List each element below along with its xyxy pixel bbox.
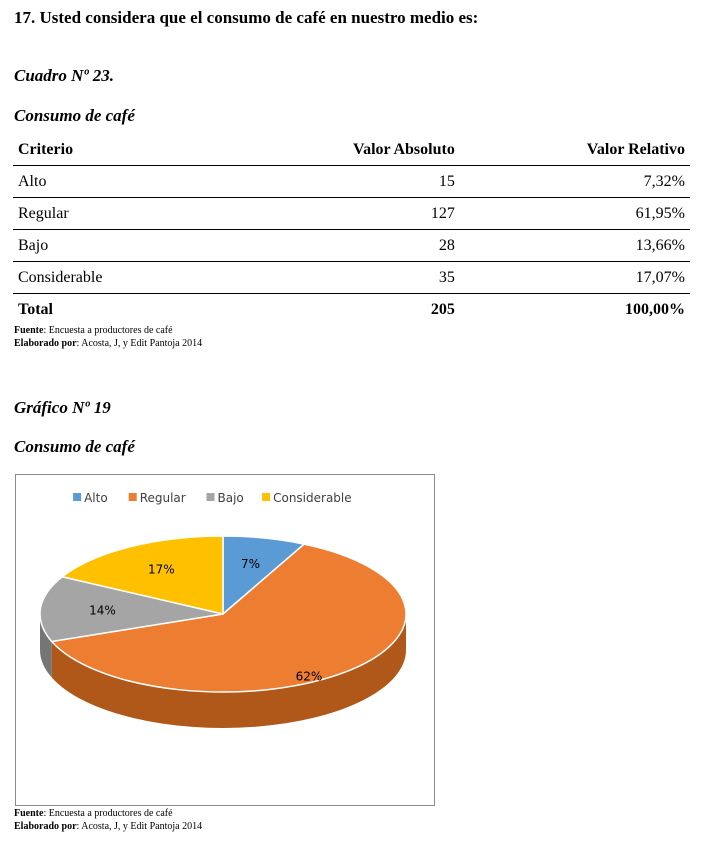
legend-swatch-considerable xyxy=(262,493,270,501)
pie-label-alto: 7% xyxy=(240,556,261,571)
legend-swatch-regular xyxy=(129,493,137,501)
cell-criterio: Considerable xyxy=(13,262,284,294)
source-label: Fuente xyxy=(14,808,44,819)
table-elaborated-note xyxy=(14,338,202,349)
table-total-row xyxy=(13,294,690,326)
cell-absoluto: 35 xyxy=(284,262,460,294)
table-source-note xyxy=(14,325,173,336)
elaborated-label: Elaborado por xyxy=(14,338,77,349)
cell-relativo: 13,66% xyxy=(460,230,690,262)
source-text: : Encuesta a productores de café xyxy=(43,325,173,336)
table-row xyxy=(13,262,690,294)
cell-relativo: 17,07% xyxy=(460,262,690,294)
elaborated-text: : Acosta, J, y Edit Pantoja 2014 xyxy=(76,338,203,349)
source-label: Fuente xyxy=(14,325,44,336)
total-absoluto: 205 xyxy=(284,294,460,326)
table-row xyxy=(13,166,690,198)
header-criterio: Criterio xyxy=(13,134,284,166)
pie-label-bajo: 14% xyxy=(89,603,116,618)
cell-criterio: Bajo xyxy=(13,230,284,262)
cell-relativo: 61,95% xyxy=(460,198,690,230)
legend-label-regular: Regular xyxy=(139,491,186,505)
elaborated-text: : Acosta, J, y Edit Pantoja 2014 xyxy=(76,821,203,832)
elaborated-label: Elaborado por xyxy=(14,821,77,832)
total-criterio: Total xyxy=(13,294,284,326)
chart-source-note xyxy=(14,808,173,819)
pie-label-considerable: 17% xyxy=(147,562,175,577)
legend-swatch-bajo xyxy=(207,493,215,501)
table-header-row xyxy=(13,134,690,166)
pie-chart xyxy=(16,475,434,805)
table-subtitle: Consumo de café xyxy=(14,106,135,125)
source-text: : Encuesta a productores de café xyxy=(43,808,173,819)
cell-criterio: Alto xyxy=(13,166,284,198)
chart-caption: Gráfico Nº 19 xyxy=(14,398,111,417)
legend-label-alto: Alto xyxy=(84,491,108,505)
pie-chart-frame xyxy=(15,474,435,806)
legend-item-alto xyxy=(73,491,108,505)
legend-swatch-alto xyxy=(73,493,81,501)
cell-criterio: Regular xyxy=(13,198,284,230)
pie-label-regular: 62% xyxy=(295,669,323,684)
legend-item-considerable xyxy=(262,491,352,505)
cell-absoluto: 28 xyxy=(284,230,460,262)
header-absoluto: Valor Absoluto xyxy=(284,134,460,166)
total-relativo: 100,00% xyxy=(460,294,690,326)
cell-absoluto: 127 xyxy=(284,198,460,230)
header-relativo: Valor Relativo xyxy=(460,134,690,166)
data-table xyxy=(13,134,690,325)
legend-label-considerable: Considerable xyxy=(273,491,352,505)
legend-item-bajo xyxy=(207,491,244,505)
question-heading: 17. Usted considera que el consumo de café en nuestro medio es: xyxy=(14,8,479,27)
chart-elaborated-note xyxy=(14,821,202,832)
cell-relativo: 7,32% xyxy=(460,166,690,198)
table-row xyxy=(13,198,690,230)
table-row xyxy=(13,230,690,262)
cell-absoluto: 15 xyxy=(284,166,460,198)
legend-item-regular xyxy=(129,491,186,505)
legend-label-bajo: Bajo xyxy=(217,491,244,505)
chart-subtitle: Consumo de café xyxy=(14,437,135,456)
table-caption: Cuadro Nº 23. xyxy=(14,66,115,85)
